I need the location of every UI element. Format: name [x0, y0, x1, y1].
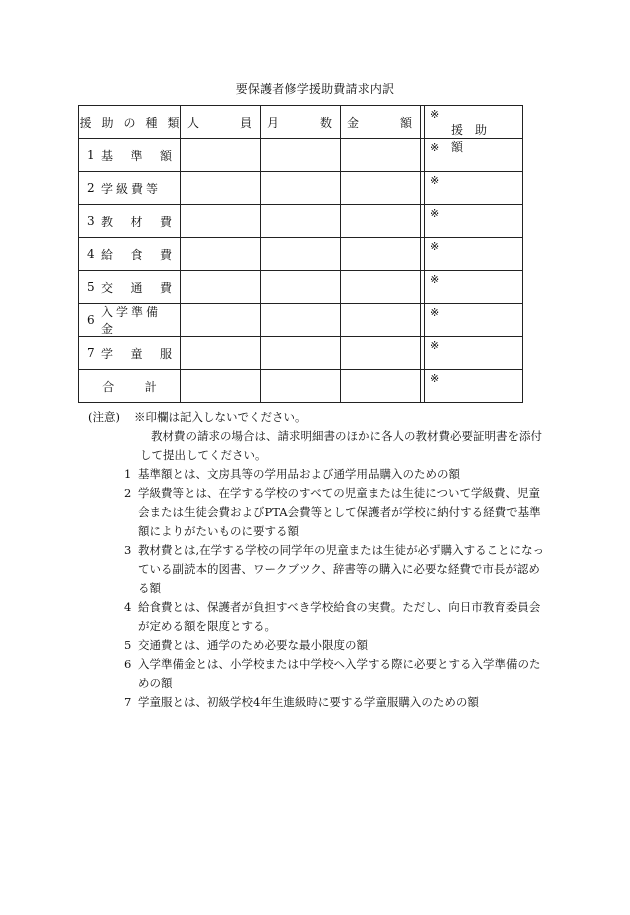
months-cell[interactable]	[261, 139, 341, 172]
row-label	[79, 205, 181, 238]
row-label	[79, 304, 181, 337]
total-months-cell[interactable]	[261, 370, 341, 403]
assist-cell	[425, 238, 523, 271]
months-cell[interactable]	[261, 271, 341, 304]
note-number: 5	[124, 638, 132, 652]
notes-paragraph: 教材費の請求の場合は、請求明細書のほかに各人の教材費必要証明書を添付して提出してください。	[140, 429, 542, 462]
header-assist: ※ 援助額	[425, 106, 523, 139]
mark-symbol: ※	[430, 372, 440, 385]
row-label-text: 交	[101, 280, 114, 295]
months-cell[interactable]	[261, 238, 341, 271]
header-amount: 金 額	[341, 106, 421, 139]
row-label-text: 教	[101, 214, 114, 229]
note-items	[88, 465, 548, 712]
assist-cell	[425, 271, 523, 304]
note-text: 学級費等とは、在学する学校のすべての児童または生徒について学級費、児童会または生徒会費およびPTA会費等として保護者が学校に納付する経費で基準額によりがたいものに要する額	[138, 486, 541, 538]
mark-symbol: ※	[430, 240, 440, 253]
row-label	[79, 238, 181, 271]
amount-cell[interactable]	[341, 271, 421, 304]
note-number: 3	[124, 543, 132, 557]
total-amount-cell[interactable]	[341, 370, 421, 403]
note-item	[88, 541, 548, 598]
note-text: 教材費とは,在学する学校の同学年の児童または生徒が必ず購入することになっている副読本的図書、ワークブツク、辞書等の購入に必要な経費で市長が認める額	[138, 543, 545, 595]
amount-cell[interactable]	[341, 139, 421, 172]
assist-cell	[425, 139, 523, 172]
note-item	[88, 598, 548, 636]
note-text: 交通費とは、通学のため必要な最小限度の額	[138, 638, 368, 652]
header-people: 人 員	[181, 106, 261, 139]
mark-symbol: ※	[430, 273, 440, 286]
notes-section	[88, 408, 548, 712]
row-label-text: 額	[159, 148, 172, 163]
row-label-text: 学級費等	[101, 181, 162, 196]
note-text: 入学準備金とは、小学校または中学校へ入学する際に必要とする入学準備のための額	[138, 657, 541, 690]
row-number: 4	[87, 247, 95, 261]
months-cell[interactable]	[261, 304, 341, 337]
amount-cell[interactable]	[341, 337, 421, 370]
months-cell[interactable]	[261, 205, 341, 238]
mark-symbol: ※	[430, 141, 440, 154]
amount-cell[interactable]	[341, 304, 421, 337]
note-number: 7	[124, 695, 132, 709]
row-label-text: 童	[130, 346, 143, 361]
note-number: 2	[124, 486, 132, 500]
note-item	[88, 693, 548, 712]
months-cell[interactable]	[261, 172, 341, 205]
row-number: 7	[87, 346, 95, 360]
people-cell[interactable]	[181, 271, 261, 304]
note-item	[88, 484, 548, 541]
row-label	[79, 172, 181, 205]
row-number: 5	[87, 280, 95, 294]
row-label-text: 食	[130, 247, 143, 262]
amount-cell[interactable]	[341, 238, 421, 271]
total-assist-cell	[425, 370, 523, 403]
row-label-text: 通	[130, 280, 143, 295]
note-item	[88, 465, 548, 484]
amount-cell[interactable]	[341, 205, 421, 238]
notes-head: (注意)	[88, 410, 120, 424]
assist-cell	[425, 172, 523, 205]
people-cell[interactable]	[181, 205, 261, 238]
mark-symbol: ※	[430, 108, 440, 121]
months-cell[interactable]	[261, 337, 341, 370]
row-label-text: 入学準備金	[101, 305, 162, 336]
row-label-text: 服	[159, 346, 172, 361]
row-label-text: 費	[159, 280, 172, 295]
assist-cell	[425, 337, 523, 370]
row-label-text: 材	[130, 214, 143, 229]
row-label-text: 準	[130, 148, 143, 163]
row-label-text: 費	[159, 214, 172, 229]
header-type: 援助の種類	[79, 106, 181, 139]
row-label-text: 費	[159, 247, 172, 262]
mark-symbol: ※	[430, 306, 440, 319]
row-label	[79, 271, 181, 304]
mark-symbol: ※	[430, 207, 440, 220]
header-months: 月 数	[261, 106, 341, 139]
people-cell[interactable]	[181, 139, 261, 172]
total-label: 合 計	[79, 370, 181, 403]
note-text: 学童服とは、初級学校4年生進級時に要する学童服購入のための額	[138, 695, 479, 709]
people-cell[interactable]	[181, 304, 261, 337]
row-label-text: 学	[101, 346, 114, 361]
row-label	[79, 139, 181, 172]
people-cell[interactable]	[181, 238, 261, 271]
request-breakdown-table	[78, 105, 523, 403]
mark-symbol: ※	[430, 174, 440, 187]
note-item	[88, 636, 548, 655]
amount-cell[interactable]	[341, 172, 421, 205]
row-number: 6	[87, 313, 95, 327]
note-item	[88, 655, 548, 693]
row-number: 2	[87, 181, 95, 195]
row-number: 3	[87, 214, 95, 228]
total-people-cell[interactable]	[181, 370, 261, 403]
assist-cell	[425, 304, 523, 337]
mark-symbol: ※	[430, 339, 440, 352]
note-text: 基準額とは、文房具等の学用品および通学用品購入のための額	[138, 467, 460, 481]
note-number: 1	[124, 467, 132, 481]
page-title: 要保護者修学援助費請求内訳	[235, 82, 395, 96]
row-label	[79, 337, 181, 370]
note-number: 4	[124, 600, 132, 614]
note-number: 6	[124, 657, 132, 671]
people-cell[interactable]	[181, 172, 261, 205]
note-text: 給食費とは、保護者が負担すべき学校給食の実費。ただし、向日市教育委員会が定める額を限度とする。	[138, 600, 541, 633]
row-label-text: 給	[101, 247, 114, 262]
assist-cell	[425, 205, 523, 238]
people-cell[interactable]	[181, 337, 261, 370]
row-label-text: 基	[101, 148, 114, 163]
notes-first: ※印欄は記入しないでください。	[134, 410, 307, 424]
row-number: 1	[87, 148, 95, 162]
